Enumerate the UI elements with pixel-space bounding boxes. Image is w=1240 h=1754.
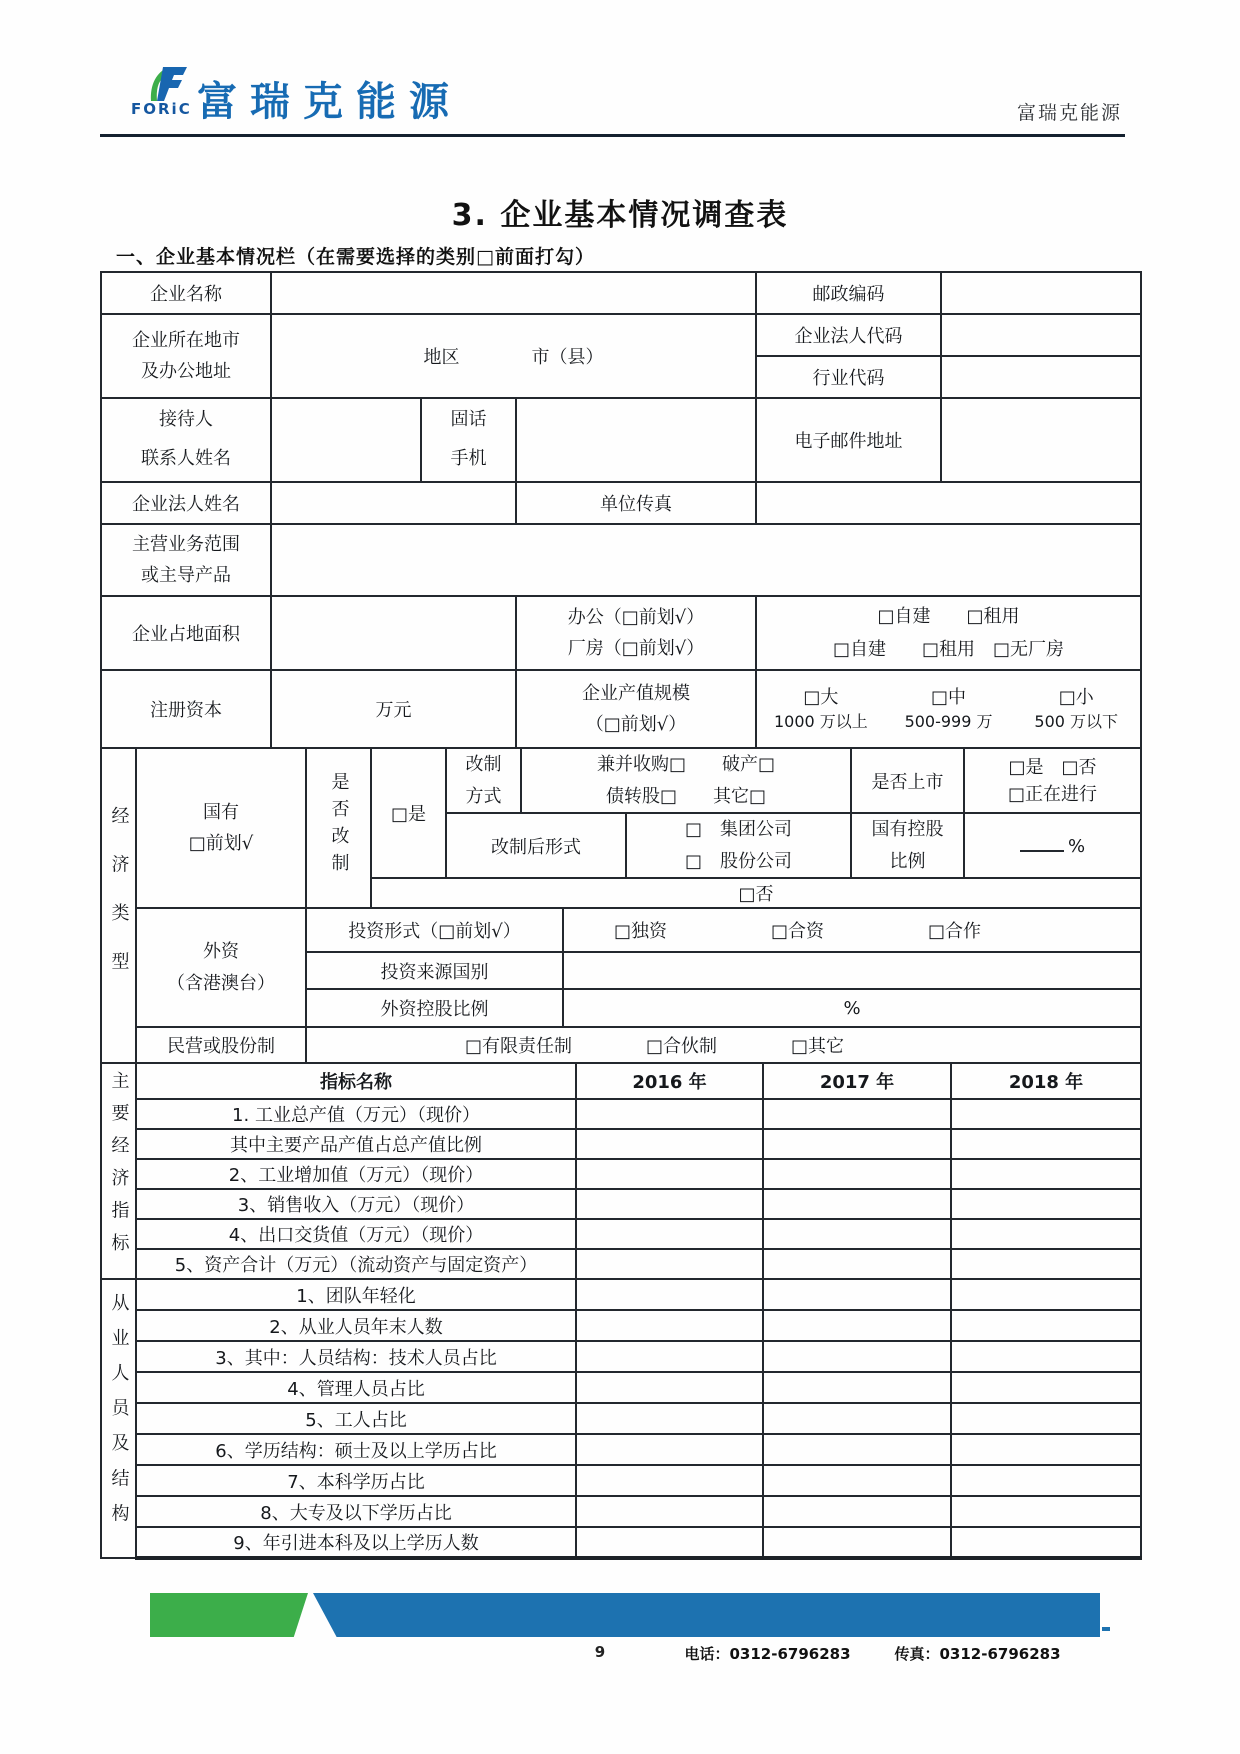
value-2016 bbox=[576, 1434, 763, 1465]
table-row bbox=[101, 1063, 1141, 1099]
value-2017 bbox=[763, 1219, 951, 1249]
workforce-name: 9、年引进本科及以上学历人数 bbox=[136, 1527, 576, 1558]
section-heading: 一、企业基本情况栏（在需要选择的类别□前面打勾） bbox=[116, 246, 595, 268]
value-2018 bbox=[951, 1099, 1141, 1129]
value-2018 bbox=[951, 1129, 1141, 1159]
contact-name-value bbox=[271, 398, 421, 482]
plant-options: □自建 □租用 □无厂房 bbox=[833, 639, 1065, 660]
holding-unit: % bbox=[1067, 836, 1086, 857]
private-option-other: □其它 bbox=[791, 1036, 845, 1057]
building-type-labels: 办公（□前划√） 厂房（□前划√） bbox=[516, 596, 756, 670]
indicator-name: 4、出口交货值（万元）（现价） bbox=[136, 1219, 576, 1249]
table-row bbox=[101, 748, 1141, 813]
workforce-name: 3、其中：人员结构：技术人员占比 bbox=[136, 1341, 576, 1372]
restructure-method-options: 兼并收购□ 破产□ 债转股□ 其它□ bbox=[521, 748, 851, 813]
footer-fax: 传真：0312-6796283 bbox=[894, 1645, 1061, 1663]
after-form-options: □ 集团公司 □ 股份公司 bbox=[626, 813, 851, 878]
email-value bbox=[941, 398, 1141, 482]
legal-person-name-label: 企业法人姓名 bbox=[101, 482, 271, 524]
invest-form-options bbox=[563, 908, 1141, 952]
holding-blank-line bbox=[1020, 834, 1064, 852]
banner-end-mark bbox=[1102, 1627, 1110, 1631]
private-option-partnership: □合伙制 bbox=[646, 1036, 718, 1057]
workforce-row bbox=[101, 1372, 1141, 1403]
land-area-value bbox=[271, 596, 516, 670]
company-location-value bbox=[271, 314, 756, 398]
value-2017 bbox=[763, 1189, 951, 1219]
private-option-limited: □有限责任制 bbox=[465, 1036, 573, 1057]
workforce-vertical-label: 从业人员及结构 bbox=[101, 1279, 136, 1558]
value-2016 bbox=[576, 1099, 763, 1129]
workforce-name: 1、团队年轻化 bbox=[136, 1279, 576, 1310]
legal-person-code-value bbox=[941, 314, 1141, 356]
invest-option-coop: □合作 bbox=[928, 921, 982, 942]
workforce-row bbox=[101, 1496, 1141, 1527]
unit-fax-label: 单位传真 bbox=[516, 482, 756, 524]
indicator-name: 1. 工业总产值（万元）（现价） bbox=[136, 1099, 576, 1129]
value-2017 bbox=[763, 1310, 951, 1341]
page-title: 3. 企业基本情况调查表 bbox=[451, 198, 789, 233]
value-2018 bbox=[951, 1496, 1141, 1527]
value-2016 bbox=[576, 1527, 763, 1558]
main-business-value bbox=[271, 524, 1141, 596]
table-row bbox=[101, 272, 1141, 314]
indicator-row bbox=[101, 1129, 1141, 1159]
company-name-value bbox=[271, 272, 756, 314]
indicators-table bbox=[100, 1062, 1142, 1280]
table-row bbox=[101, 908, 1141, 952]
value-2016 bbox=[576, 1310, 763, 1341]
indicator-name: 其中主要产品产值占总产值比例 bbox=[136, 1129, 576, 1159]
workforce-row bbox=[101, 1403, 1141, 1434]
postal-code-label: 邮政编码 bbox=[756, 272, 941, 314]
workforce-row bbox=[101, 1434, 1141, 1465]
scale-option-medium: □中 500-999 万 bbox=[904, 687, 993, 732]
value-2018 bbox=[951, 1465, 1141, 1496]
industry-code-label: 行业代码 bbox=[756, 356, 941, 398]
office-options: □自建 □租用 bbox=[877, 605, 1020, 627]
unit-fax-value bbox=[756, 482, 1141, 524]
table-row bbox=[101, 670, 1141, 748]
value-2017 bbox=[763, 1434, 951, 1465]
invest-option-sole: □独资 bbox=[614, 921, 668, 942]
listed-label: 是否上市 bbox=[851, 748, 964, 813]
value-2017 bbox=[763, 1341, 951, 1372]
industry-code-value bbox=[941, 356, 1141, 398]
state-holding-label: 国有控股 比例 bbox=[851, 813, 964, 878]
value-2017 bbox=[763, 1403, 951, 1434]
indicator-name: 5、资产合计（万元）（流动资产与固定资产） bbox=[136, 1249, 576, 1279]
economic-type-vertical-label: 经济类型 bbox=[101, 748, 136, 1063]
indicator-name: 3、销售收入（万元）（现价） bbox=[136, 1189, 576, 1219]
footer-banner-blue bbox=[313, 1593, 1100, 1637]
foreign-holding-label: 外资控股比例 bbox=[306, 989, 563, 1027]
registered-capital-label: 注册资本 bbox=[101, 670, 271, 748]
private-label: 民营或股份制 bbox=[136, 1027, 306, 1063]
value-2018 bbox=[951, 1341, 1141, 1372]
private-options bbox=[306, 1027, 1141, 1063]
value-2018 bbox=[951, 1372, 1141, 1403]
phone-value bbox=[516, 398, 756, 482]
indicator-row bbox=[101, 1159, 1141, 1189]
workforce-name: 7、本科学历占比 bbox=[136, 1465, 576, 1496]
value-2017 bbox=[763, 1527, 951, 1558]
year-2018-header: 2018 年 bbox=[951, 1063, 1141, 1099]
footer-phone: 电话：0312-6796283 bbox=[684, 1645, 851, 1663]
company-location-label: 企业所在地市 及办公地址 bbox=[101, 314, 271, 398]
state-owned-label: 国有 □前划√ bbox=[136, 748, 306, 908]
value-2017 bbox=[763, 1099, 951, 1129]
scale-option-small: □小 500 万以下 bbox=[1034, 687, 1119, 732]
indicator-name-header: 指标名称 bbox=[136, 1063, 576, 1099]
registered-capital-value: 万元 bbox=[271, 670, 516, 748]
indicator-row bbox=[101, 1189, 1141, 1219]
basic-info-table bbox=[100, 271, 1142, 749]
after-form-label: 改制后形式 bbox=[446, 813, 626, 878]
table-row bbox=[101, 398, 1141, 482]
economic-type-table bbox=[100, 747, 1142, 1064]
value-2016 bbox=[576, 1279, 763, 1310]
workforce-row bbox=[101, 1279, 1141, 1310]
value-2017 bbox=[763, 1496, 951, 1527]
indicator-row bbox=[101, 1219, 1141, 1249]
email-label: 电子邮件地址 bbox=[756, 398, 941, 482]
invest-form-label: 投资形式（□前划√） bbox=[306, 908, 563, 952]
scale-option-large: □大 1000 万以上 bbox=[773, 687, 868, 732]
indicator-name: 2、工业增加值（万元）（现价） bbox=[136, 1159, 576, 1189]
state-holding-value bbox=[964, 813, 1141, 878]
output-scale-options bbox=[756, 670, 1141, 748]
listed-options: □是 □否 □正在进行 bbox=[964, 748, 1141, 813]
value-2017 bbox=[763, 1465, 951, 1496]
survey-form bbox=[100, 271, 1140, 1560]
value-2018 bbox=[951, 1310, 1141, 1341]
value-2016 bbox=[576, 1159, 763, 1189]
value-2018 bbox=[951, 1527, 1141, 1558]
restructure-method-label: 改制 方式 bbox=[446, 748, 521, 813]
value-2018 bbox=[951, 1434, 1141, 1465]
workforce-table bbox=[100, 1278, 1142, 1560]
legal-person-code-label: 企业法人代码 bbox=[756, 314, 941, 356]
value-2018 bbox=[951, 1279, 1141, 1310]
value-2016 bbox=[576, 1403, 763, 1434]
value-2018 bbox=[951, 1159, 1141, 1189]
postal-code-value bbox=[941, 272, 1141, 314]
foreign-capital-label: 外资 （含港澳台） bbox=[136, 908, 306, 1027]
workforce-row bbox=[101, 1465, 1141, 1496]
value-2017 bbox=[763, 1129, 951, 1159]
footer-banner-green bbox=[150, 1593, 308, 1637]
brand-name-en: FORiC bbox=[131, 100, 192, 118]
company-name-label: 企业名称 bbox=[101, 272, 271, 314]
indicator-row bbox=[101, 1249, 1141, 1279]
land-area-label: 企业占地面积 bbox=[101, 596, 271, 670]
workforce-name: 8、大专及以下学历占比 bbox=[136, 1496, 576, 1527]
invest-option-joint: □合资 bbox=[771, 921, 825, 942]
page-number: 9 bbox=[594, 1643, 606, 1661]
year-2016-header: 2016 年 bbox=[576, 1063, 763, 1099]
value-2018 bbox=[951, 1219, 1141, 1249]
table-row bbox=[101, 524, 1141, 596]
invest-source-value bbox=[563, 952, 1141, 989]
table-row bbox=[101, 314, 1141, 356]
restructure-vertical-label: 是否改制 bbox=[306, 748, 371, 908]
invest-source-label: 投资来源国别 bbox=[306, 952, 563, 989]
city-label: 市（县） bbox=[531, 347, 604, 368]
restructure-yes-checkbox: □是 bbox=[371, 748, 446, 878]
region-label: 地区 bbox=[423, 347, 460, 368]
workforce-name: 2、从业人员年末人数 bbox=[136, 1310, 576, 1341]
foreign-holding-value: % bbox=[563, 989, 1141, 1027]
value-2017 bbox=[763, 1249, 951, 1279]
restructure-no-checkbox: □否 bbox=[371, 878, 1141, 908]
year-2017-header: 2017 年 bbox=[763, 1063, 951, 1099]
table-row bbox=[101, 1027, 1141, 1063]
brand-name-cn: 富瑞克能源 bbox=[197, 79, 462, 125]
value-2016 bbox=[576, 1129, 763, 1159]
value-2016 bbox=[576, 1249, 763, 1279]
value-2017 bbox=[763, 1159, 951, 1189]
value-2016 bbox=[576, 1341, 763, 1372]
workforce-name: 6、学历结构：硕士及以上学历占比 bbox=[136, 1434, 576, 1465]
value-2017 bbox=[763, 1372, 951, 1403]
phone-labels: 固话 手机 bbox=[421, 398, 516, 482]
page-header-right-text: 富瑞克能源 bbox=[1016, 102, 1122, 124]
header-divider bbox=[100, 134, 1125, 137]
workforce-name: 4、管理人员占比 bbox=[136, 1372, 576, 1403]
output-scale-label: 企业产值规模 （□前划√） bbox=[516, 670, 756, 748]
table-row bbox=[101, 596, 1141, 670]
workforce-name: 5、工人占比 bbox=[136, 1403, 576, 1434]
value-2016 bbox=[576, 1372, 763, 1403]
value-2018 bbox=[951, 1189, 1141, 1219]
main-business-label: 主营业务范围 或主导产品 bbox=[101, 524, 271, 596]
value-2016 bbox=[576, 1189, 763, 1219]
table-row bbox=[101, 482, 1141, 524]
value-2018 bbox=[951, 1403, 1141, 1434]
value-2018 bbox=[951, 1249, 1141, 1279]
value-2016 bbox=[576, 1465, 763, 1496]
workforce-row bbox=[101, 1310, 1141, 1341]
workforce-row bbox=[101, 1527, 1141, 1558]
value-2016 bbox=[576, 1496, 763, 1527]
contact-label: 接待人 联系人姓名 bbox=[101, 398, 271, 482]
value-2017 bbox=[763, 1279, 951, 1310]
workforce-row bbox=[101, 1341, 1141, 1372]
value-2016 bbox=[576, 1219, 763, 1249]
indicator-row bbox=[101, 1099, 1141, 1129]
legal-person-name-value bbox=[271, 482, 516, 524]
building-type-options bbox=[756, 596, 1141, 670]
indicators-vertical-label: 主要经济指标 bbox=[101, 1063, 136, 1279]
